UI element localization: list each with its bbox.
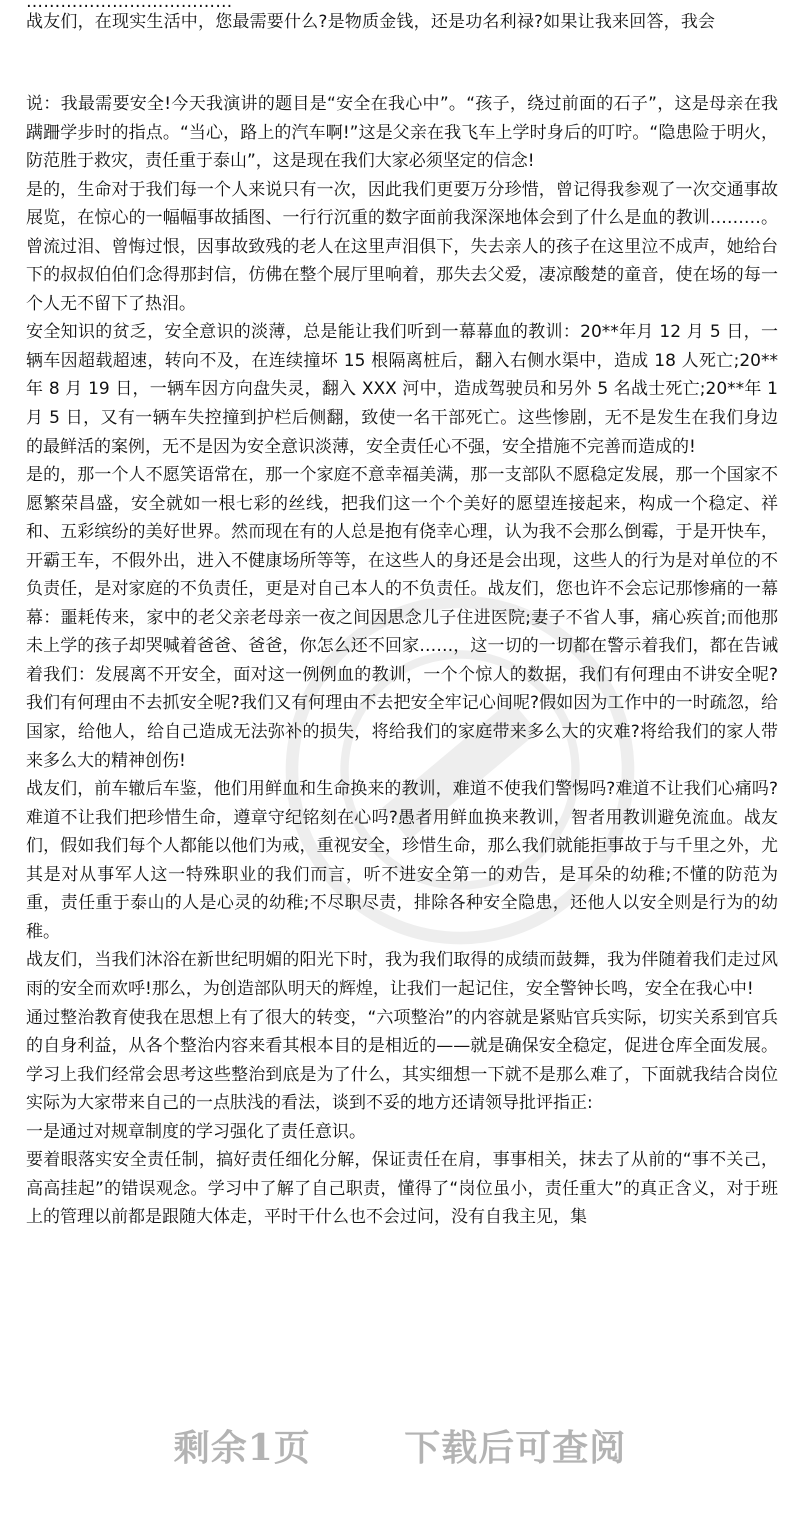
paragraph: 安全知识的贫乏，安全意识的淡薄，总是能让我们听到一幕幕血的教训：20**年月 12 月 5 日，一辆车因超载超速，转向不及，在连续撞坏 15 根隔离桩后，翻入右侧水渠中，造成 18 人死亡;20**年 8 月 19 日，一辆车因方向盘失灵，翻入 XXX 河中，造成驾驶员和另外 5 名战士死亡;20**年 1 月 5 日，又有一辆车失控撞到护栏后侧翻，致使一名干部死亡。这些惨剧，无不是发生在我们身边的最鲜活的案例，无不是因为安全意识淡薄，安全责任心不强，安全措施不完善而造成的! <box>26 322 778 457</box>
paragraph: 说：我最需要安全!今天我演讲的题目是“安全在我心中”。“孩子，绕过前面的石子”，这是母亲在我蹒跚学步时的指点。“当心，路上的汽车啊!”这是父亲在我飞车上学时身后的叮咛。“隐患险于明火，防范胜于救灾，责任重于泰山”，这是现在我们大家必须坚定的信念! <box>26 94 778 172</box>
document-first-line: 战友们，在现实生活中，您最需要什么?是物质金钱，还是功名利禄?如果让我来回答，我会 <box>26 12 716 32</box>
paragraph: 战友们，当我们沐浴在新世纪明媚的阳光下时，我为我们取得的成绩而鼓舞，我为伴随着我们走过风雨的安全而欢呼!那么，为创造部队明天的辉煌，让我们一起记住，安全警钟长鸣，安全在我心中! <box>26 950 778 999</box>
download-prompt[interactable] <box>0 1420 800 1471</box>
paragraph: 是的，生命对于我们每一个人来说只有一次，因此我们更要万分珍惜，曾记得我参观了一次交通事故展览，在惊心的一幅幅事故插图、一行行沉重的数字面前我深深地体会到了什么是血的教训………。曾流过泪、曾悔过恨，因事故致残的老人在这里声泪俱下，失去亲人的孩子在这里泣不成声，她给台下的叔叔伯伯们念得那封信，仿佛在整个展厅里响着，那失去父爱，凄凉酸楚的童音，使在场的每一个人无不留下了热泪。 <box>26 179 778 314</box>
paragraph: 战友们，前车辙后车鉴，他们用鲜血和生命换来的教训，难道不使我们警惕吗?难道不让我们心痛吗?难道不让我们把珍惜生命，遵章守纪铭刻在心吗?愚者用鲜血换来教训，智者用教训避免流血。战友们，假如我们每个人都能以他们为戒，重视安全，珍惜生命，那么我们就能拒事故于与千里之外，尤其是对从事军人这一特殊职业的我们而言，听不进安全第一的劝告，是耳朵的幼稚;不懂的防范为重，责任重于泰山的人是心灵的幼稚;不尽职尽责，排除各种安全隐患，还他人以安全则是行为的幼稚。 <box>26 779 778 942</box>
cut-top-line: ……………………………… <box>26 0 233 12</box>
paragraph: 通过整治教育使我在思想上有了很大的转变，“六项整治”的内容就是紧贴官兵实际，切实关系到官兵的自身利益，从各个整治内容来看其根本目的是相近的——就是确保安全稳定，促进仓库全面发展。学习上我们经常会思考这些整治到底是为了什么，其实细想一下就不是那么难了，下面就我结合岗位实际为大家带来自己的一点肤浅的看法，谈到不妥的地方还请领导批评指正: <box>26 1007 778 1114</box>
paragraph: 是的，那一个人不愿笑语常在，那一个家庭不意幸福美满，那一支部队不愿稳定发展，那一个国家不愿繁荣昌盛，安全就如一根七彩的丝线，把我们这一个个美好的愿望连接起来，构成一个稳定、祥和、五彩缤纷的美好世界。然而现在有的人总是抱有侥幸心理，认为我不会那么倒霉，于是开快车，开霸王车，不假外出，进入不健康场所等等，在这些人的身还是会出现，这些人的行为是对单位的不负责任，是对家庭的不负责任，更是对自己本人的不负责任。战友们，您也许不会忘记那惨痛的一幕幕：噩耗传来，家中的老父亲老母亲一夜之间因思念儿子住进医院;妻子不省人事，痛心疾首;而他那未上学的孩子却哭喊着爸爸、爸爸，你怎么还不回家……，这一切的一切都在警示着我们，都在告诫着我们：发展离不开安全，面对这一例例血的教训，一个个惊人的数据，我们有何理由不讲安全呢?我们有何理由不去抓安全呢?我们又有何理由不去把安全牢记心间呢?假如因为工作中的一时疏忽，给国家，给他人，给自己造成无法弥补的损失，将给我们的家庭带来多么大的灾难?将给我们的家人带来多么大的精神创伤! <box>26 465 778 771</box>
paragraph: 一是通过对规章制度的学习强化了责任意识。 <box>26 1121 366 1142</box>
document-body <box>26 90 778 1232</box>
download-to-view-label[interactable]: 下载后可查阅 <box>404 1427 627 1469</box>
paragraph: 要着眼落实安全责任制，搞好责任细化分解，保证责任在肩，事事相关，抹去了从前的“事不关己，高高挂起”的错误观念。学习中了解了自己职责，懂得了“岗位虽小，责任重大”的真正含义，对于班上的管理以前都是跟随大体走，平时干什么也不会过问，没有自我主见，集 <box>26 1150 778 1228</box>
remaining-pages-label[interactable]: 剩余1页 <box>173 1427 311 1469</box>
